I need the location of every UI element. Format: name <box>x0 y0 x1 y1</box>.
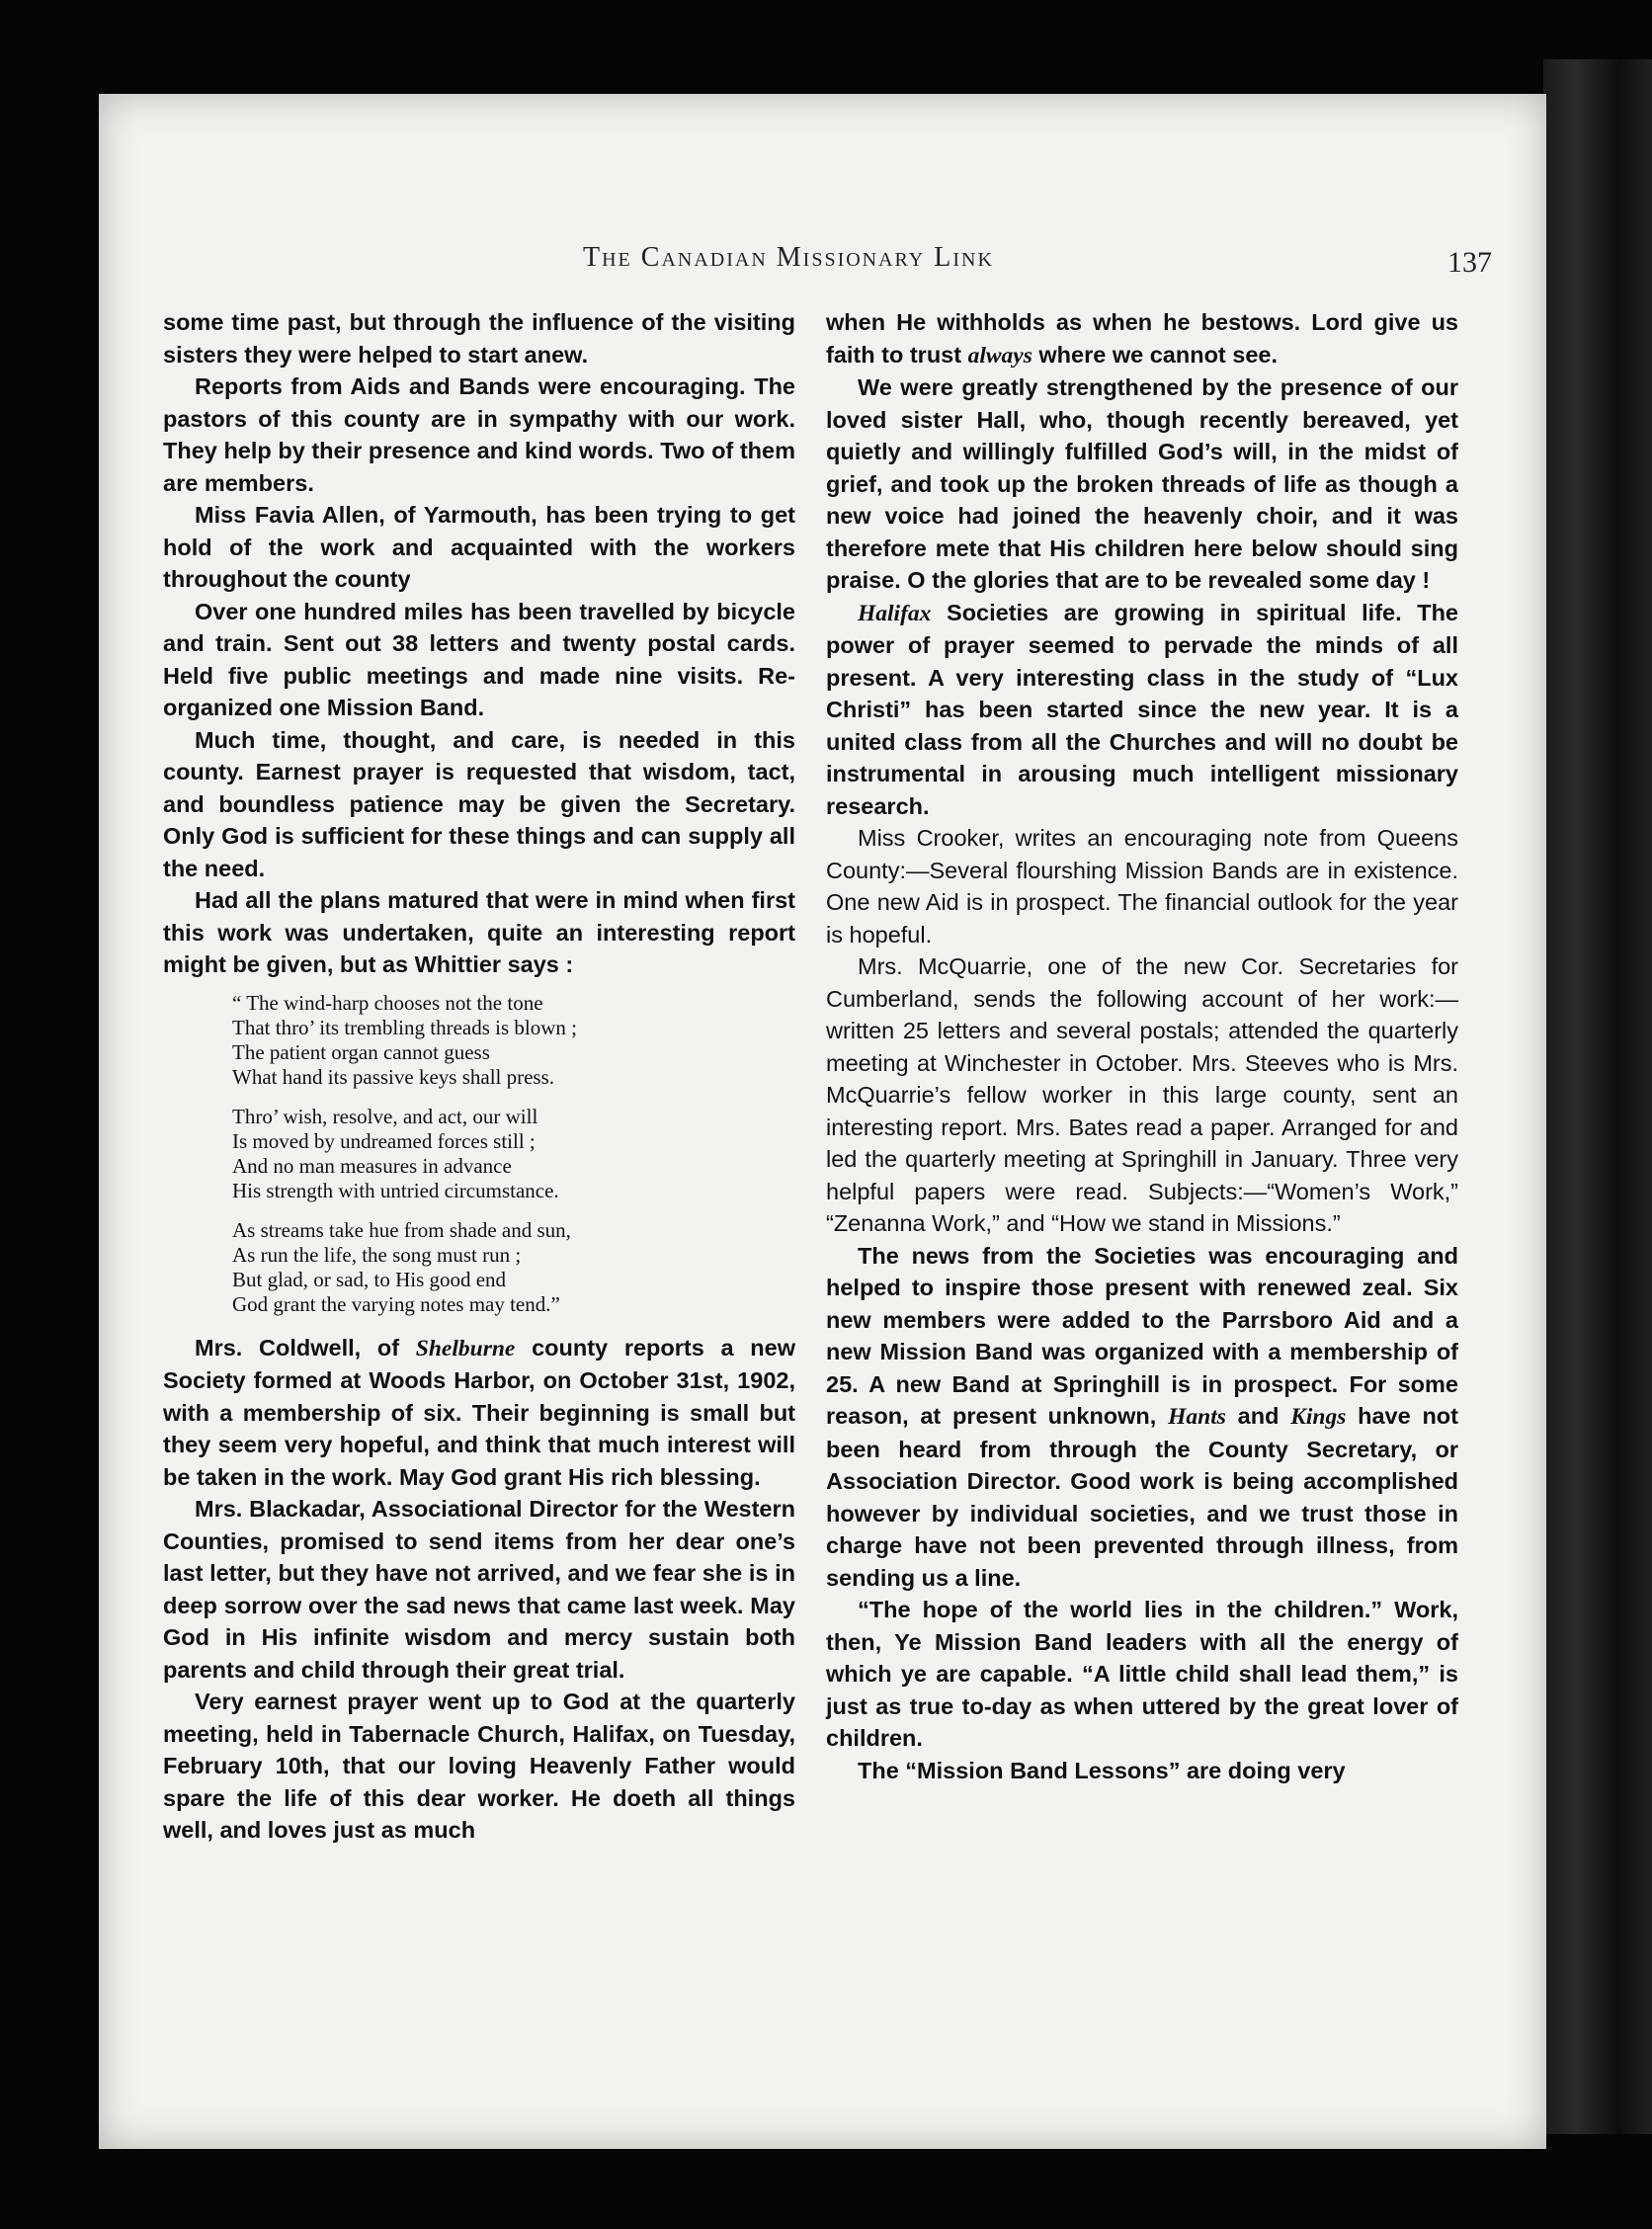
paragraph: Miss Crooker, writes an encouraging note from Queens County:—Several flourshing Mission Bands are in existence. One new Aid is in prospect. The financial outlook for the year is hopeful. <box>826 825 1458 948</box>
text-run: and <box>1225 1403 1291 1429</box>
page-number: 137 <box>1447 246 1492 279</box>
text-run: when He withholds as when he bestows. Lord give us faith to trust <box>826 309 1458 368</box>
poem-line: Is moved by undreamed forces still ; <box>232 1128 536 1153</box>
paragraph: Reports from Aids and Bands were encouraging. The pastors of this county are in sympathy with our work. They help by their presence and kind words. Two of them are members. <box>163 373 795 496</box>
poem-line: His strength with untried circumstance. <box>232 1178 559 1202</box>
page-header <box>99 242 1546 282</box>
paragraph: Mrs. Blackadar, Associational Director for the Western Counties, promised to send items from her dear one’s last letter, but they have not arrived, and we fear she is in deep sorrow over the sad news that came last week. May God in His infinite wisdom and mercy sustain both parents and child through their great trial. <box>163 1496 795 1683</box>
paragraph <box>826 1240 1458 1595</box>
paragraph: Very earnest prayer went up to God at the quarterly meeting, held in Tabernacle Church, Halifax, on Tuesday, February 10th, that our loving Heavenly Father would spare the life of this dear worker. He doeth all things well, and loves just as much <box>163 1689 795 1843</box>
right-column <box>826 306 1458 1786</box>
text-run: Societies are growing in spiritual life. The power of prayer seemed to pervade the minds of all present. A very interesting class in the study of “Lux Christi” has been started since the new year. It is a united class from all the Churches and will no doubt be instrumental in arousing much intelligent missionary research. <box>826 599 1458 819</box>
text-run: where we cannot see. <box>1032 341 1279 368</box>
poem-line: Thro’ wish, resolve, and act, our will <box>232 1104 538 1128</box>
poem-line: And no man measures in advance <box>232 1153 512 1178</box>
paragraph: Had all the plans matured that were in mind when first this work was undertaken, quite an interesting report might be given, but as Whittier says : <box>163 887 795 977</box>
page-sheet <box>99 94 1546 2149</box>
paragraph: Mrs. McQuarrie, one of the new Cor. Secretaries for Cumberland, sends the following account of her work:—written 25 letters and several postals; attended the quarterly meeting at Winchester in October. Mrs. Steeves who is Mrs. McQuarrie’s fellow worker in this large county, sent an interesting report. Mrs. Bates read a paper. Arranged for and led the quarterly meeting at Springhill in January. Three very helpful papers were read. Subjects:—“Women’s Work,” “Zenanna Work,” and “How we stand in Missions.” <box>826 953 1458 1236</box>
emphasis: always <box>967 342 1032 369</box>
poem-stanza <box>232 991 795 1090</box>
poem-line: What hand its passive keys shall press. <box>232 1064 555 1089</box>
poem-line: But glad, or sad, to His good end <box>232 1267 507 1291</box>
poem-line: As streams take hue from shade and sun, <box>232 1217 571 1242</box>
left-column <box>163 306 795 1847</box>
paragraph: Miss Favia Allen, of Yarmouth, has been trying to get hold of the work and acquainted with the workers throughout the county <box>163 502 795 592</box>
place-name: Shelburne <box>415 1335 516 1362</box>
poem-line: “ The wind-harp chooses not the tone <box>232 990 543 1015</box>
text-run: The news from the Societies was encouraging and helped to inspire those present with renewed zeal. Six new members were added to the Parrsboro Aid and a new Mission Band was organized with a membership of 25. A new Band at Springhill is in prospect. For some reason, at present unknown, <box>826 1242 1458 1429</box>
book-spine-edge <box>1543 59 1652 2134</box>
paragraph: We were greatly strengthened by the presence of our loved sister Hall, who, though recently bereaved, yet quietly and willingly fulfilled God’s will, in the midst of grief, and took up the broken threads of life as though a new voice had joined the heavenly choir, and it was therefore mete that His children here below should sing praise. O the glories that are to be revealed some day ! <box>826 374 1458 593</box>
paragraph <box>826 597 1458 823</box>
poem-line: God grant the varying notes may tend.” <box>232 1291 560 1316</box>
paragraph: some time past, but through the influence of the visiting sisters they were helped to start anew. <box>163 309 795 368</box>
text-run: county reports a new Society formed at Woods Harbor, on October 31st, 1902, with a membership of six. Their beginning is small but they seem very hopeful, and think that much interest will be taken in the work. May God grant His rich blessing. <box>163 1334 795 1490</box>
text-run: have not been heard from through the County Secretary, or Association Director. Good work is being accomplished however by individual societies, and we trust those in charge have not been prevented through illness, from sending us a line. <box>826 1403 1458 1591</box>
poem-line: That thro’ its trembling threads is blown ; <box>232 1015 577 1039</box>
paragraph: “The hope of the world lies in the children.” Work, then, Ye Mission Band leaders with all the energy of which ye are capable. “A little child shall lead them,” is just as true to-day as when uttered by the great lover of children. <box>826 1597 1458 1751</box>
running-title: The Canadian Missionary Link <box>583 242 994 273</box>
poem-line: The patient organ cannot guess <box>232 1039 490 1064</box>
poem-line: As run the life, the song must run ; <box>232 1242 522 1267</box>
place-name: Kings <box>1290 1404 1347 1430</box>
paragraph <box>163 1332 795 1494</box>
text-run: Mrs. Coldwell, of <box>195 1334 416 1361</box>
poem-stanza <box>232 1105 795 1203</box>
poem-stanza <box>232 1218 795 1317</box>
paragraph: Much time, thought, and care, is needed in this county. Earnest prayer is requested that wisdom, tact, and boundless patience may be given the Secretary. Only God is sufficient for these things and can supply all the need. <box>163 726 795 881</box>
place-name: Hants <box>1168 1404 1226 1430</box>
place-name: Halifax <box>858 600 932 626</box>
paragraph: The “Mission Band Lessons” are doing very <box>858 1757 1346 1783</box>
paragraph: Over one hundred miles has been travelled by bicycle and train. Sent out 38 letters and twenty postal cards. Held five public meetings and made nine visits. Re-organized one Mission Band. <box>163 598 795 720</box>
paragraph <box>826 306 1458 372</box>
whittier-poem <box>232 991 795 1317</box>
